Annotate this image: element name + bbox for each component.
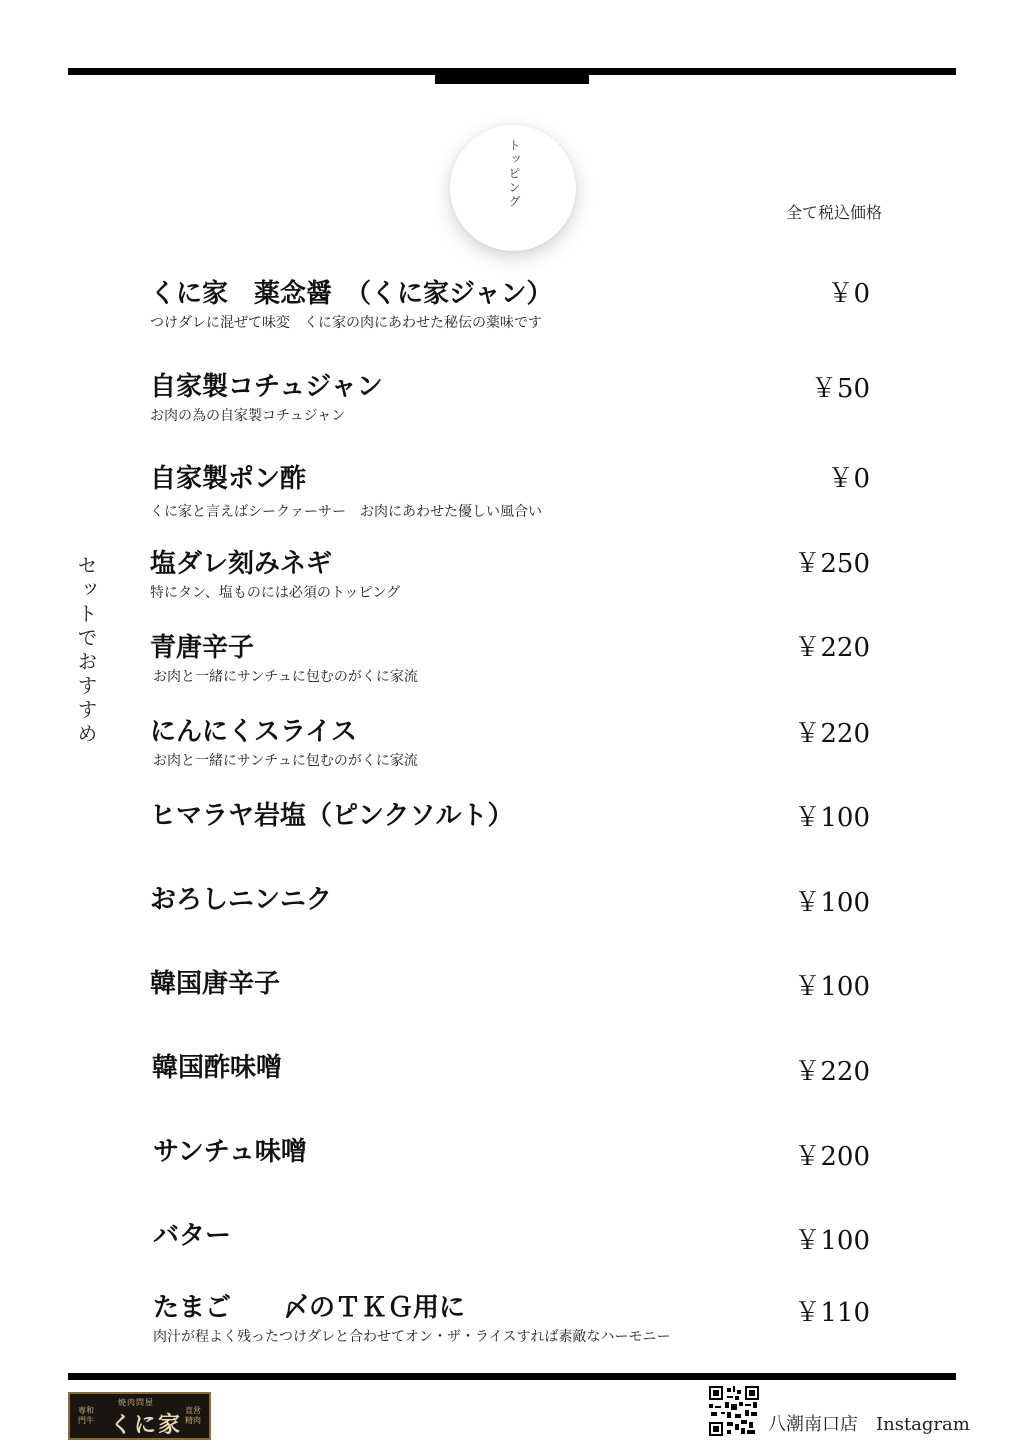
bottom-rule (68, 1373, 956, 1380)
item-description: 肉汁が程よく残ったつけダレと合わせてオン・ザ・ライスすれば素敵なハーモニー (153, 1329, 671, 1345)
logo-side-right: 直営精肉 (185, 1406, 201, 1425)
item-price: ￥100 (794, 888, 870, 918)
menu-item (150, 548, 870, 602)
item-price: ￥50 (810, 374, 870, 404)
menu-item (150, 1052, 870, 1087)
store-instagram-label[interactable]: 八潮南口店 Instagram (768, 1414, 970, 1435)
top-rule (68, 68, 956, 75)
item-price: ￥110 (794, 1298, 870, 1328)
item-name: 塩ダレ刻みネギ (150, 549, 333, 579)
menu-item (150, 1292, 870, 1346)
item-description: お肉と一緒にサンチュに包むのがくに家流 (153, 753, 418, 769)
item-price: ￥220 (794, 1057, 870, 1087)
item-name: くに家 薬念醤 （くに家ジャン） (150, 279, 553, 309)
item-price: ￥250 (794, 549, 870, 579)
logo-side-left: 専和門牛 (78, 1406, 94, 1425)
item-description: 特にタン、塩ものには必須のトッピング (150, 585, 401, 601)
tax-note: 全て税込価格 (786, 203, 883, 222)
item-name: バター (153, 1221, 232, 1251)
qr-code-icon[interactable] (709, 1386, 759, 1436)
item-name: 韓国唐辛子 (150, 969, 281, 999)
item-name: 自家製ポン酢 (150, 464, 307, 494)
item-name: たまご 〆のＴＫＧ用に (153, 1293, 466, 1323)
item-price: ￥100 (794, 803, 870, 833)
item-description: つけダレに混ぜて味変 くに家の肉にあわせた秘伝の薬味です (150, 315, 542, 331)
item-price: ￥100 (794, 1226, 870, 1256)
brand-logo (68, 1392, 211, 1440)
item-name: 自家製コチュジャン (150, 372, 383, 402)
menu-item (150, 463, 870, 521)
item-price: ￥0 (827, 464, 870, 494)
item-name: 韓国酢味噌 (152, 1053, 283, 1083)
menu-item (150, 632, 870, 686)
side-label: セットでおすすめ (74, 555, 98, 747)
logo-tagline: 焼肉問屋 (118, 1398, 154, 1407)
item-description: くに家と言えばシークァーサー お肉にあわせた優しい風合い (150, 504, 542, 520)
menu-item (150, 884, 870, 916)
item-price: ￥200 (794, 1142, 870, 1172)
item-name: ヒマラヤ岩塩（ピンクソルト） (150, 801, 514, 831)
menu-item (150, 371, 870, 425)
menu-item (150, 278, 870, 332)
logo-wordmark: くに家 (110, 1412, 183, 1438)
menu-item (150, 716, 870, 770)
item-price: ￥0 (827, 279, 870, 309)
category-badge-label: トッピング (507, 139, 521, 209)
menu-item (150, 1136, 870, 1172)
item-name: 青唐辛子 (150, 633, 255, 663)
top-rule-tab (435, 75, 589, 84)
menu-item (150, 1220, 870, 1256)
menu-item (150, 968, 870, 1000)
item-price: ￥220 (794, 633, 870, 663)
item-price: ￥100 (794, 972, 870, 1002)
item-name: サンチュ味噌 (153, 1137, 307, 1167)
item-description: お肉の為の自家製コチュジャン (150, 408, 346, 424)
category-badge (450, 125, 576, 251)
item-name: にんにくスライス (150, 717, 357, 747)
menu-item (150, 800, 870, 832)
item-price: ￥220 (794, 719, 870, 749)
item-description: お肉と一緒にサンチュに包むのがくに家流 (153, 669, 418, 685)
item-name: おろしニンニク (150, 885, 333, 915)
